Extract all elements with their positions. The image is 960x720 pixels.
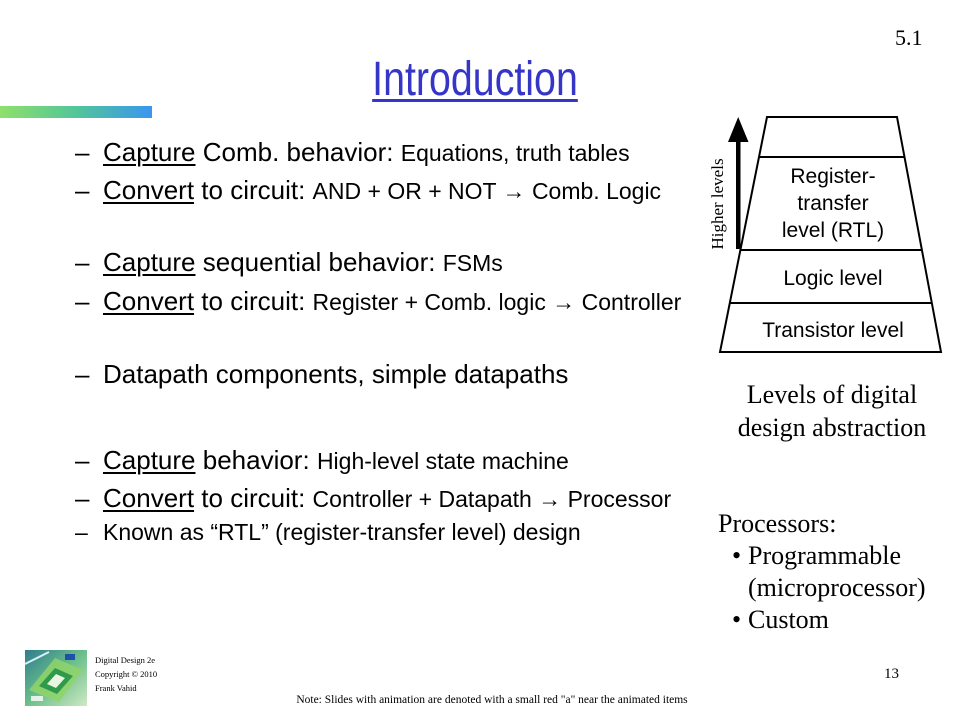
circuit-board-logo-icon bbox=[25, 650, 87, 706]
diagram-caption bbox=[712, 378, 952, 444]
bullet-text: to circuit: bbox=[201, 286, 306, 316]
bullet-item bbox=[75, 286, 715, 317]
bullet-keyword: Capture bbox=[103, 445, 196, 475]
bullet-keyword: Convert bbox=[103, 483, 195, 513]
bullet-keyword: Convert bbox=[103, 286, 195, 316]
bullet-content bbox=[103, 137, 630, 168]
level-label-transistor: Transistor level bbox=[762, 319, 904, 342]
bullet-content bbox=[103, 175, 661, 206]
bullet-keyword: Capture bbox=[103, 247, 196, 277]
bullet-text: to circuit: bbox=[201, 483, 306, 513]
bullet-dash: – bbox=[75, 175, 90, 205]
section-number: 5.1 bbox=[895, 25, 923, 50]
bullet-item bbox=[75, 137, 715, 168]
list-item-line: (microprocessor) bbox=[748, 573, 926, 602]
credit-line: Digital Design 2e bbox=[95, 655, 155, 665]
bullet-keyword: Capture bbox=[103, 137, 196, 167]
level-label-line: transfer bbox=[797, 192, 869, 215]
bullet-item bbox=[75, 175, 715, 206]
bullet-item bbox=[75, 483, 715, 514]
bullet-text: to circuit: bbox=[201, 175, 306, 205]
level-label-logic: Logic level bbox=[783, 267, 883, 290]
bullet-detail: Equations, truth tables bbox=[400, 140, 630, 166]
processors-section bbox=[718, 508, 958, 636]
credit-line: Frank Vahid bbox=[95, 683, 137, 693]
bullet-dash: – bbox=[75, 445, 90, 475]
bullet-item bbox=[75, 359, 715, 390]
bullet-dash: – bbox=[75, 137, 90, 167]
bullet-content bbox=[103, 286, 681, 317]
abstraction-diagram bbox=[700, 110, 955, 360]
level-label-line: Register- bbox=[790, 165, 876, 188]
bullet-dash: – bbox=[75, 247, 90, 277]
up-arrow-shaft bbox=[736, 138, 741, 249]
caption-line: Levels of digital bbox=[746, 380, 918, 409]
bullet-text: behavior: bbox=[202, 445, 310, 475]
bullet-content bbox=[103, 247, 503, 278]
slide-title bbox=[311, 52, 639, 108]
bullet-dot: • bbox=[732, 541, 742, 570]
bullet-content bbox=[103, 359, 568, 389]
bullet-text: Comb. behavior: bbox=[202, 137, 394, 167]
bullet-dash: – bbox=[75, 286, 90, 316]
bullet-dash: – bbox=[75, 483, 90, 513]
bullet-content bbox=[103, 483, 671, 514]
axis-label-higher-levels: Higher levels bbox=[708, 158, 727, 250]
bullet-item bbox=[75, 517, 715, 548]
list-item-line: Custom bbox=[748, 605, 829, 634]
footer-note: Note: Slides with animation are denoted with a small red "a" near the animated items bbox=[296, 694, 688, 706]
bullet-item bbox=[75, 247, 715, 278]
list-item bbox=[718, 604, 958, 636]
list-item-line: Programmable bbox=[748, 541, 902, 570]
list-item bbox=[718, 540, 958, 604]
bullet-dash: – bbox=[75, 519, 88, 545]
bullet-text: Datapath components, simple datapaths bbox=[103, 359, 569, 389]
footer-credit bbox=[95, 653, 157, 695]
title-accent-bar bbox=[0, 106, 152, 118]
level-label-line: level (RTL) bbox=[781, 219, 885, 242]
bullet-detail: Known as “RTL” (register-transfer level) design bbox=[103, 519, 581, 545]
processors-heading: Processors: bbox=[718, 509, 837, 538]
bullet-detail: Register + Comb. logic → Controller bbox=[312, 289, 682, 315]
bullet-item bbox=[75, 445, 715, 476]
slide-title-text: Introduction bbox=[372, 53, 578, 106]
bullet-detail: FSMs bbox=[442, 250, 503, 276]
bullet-detail: High-level state machine bbox=[316, 448, 569, 474]
bullet-keyword: Convert bbox=[103, 175, 195, 205]
up-arrow-head bbox=[728, 117, 749, 142]
credit-line: Copyright © 2010 bbox=[95, 669, 158, 679]
caption-line: design abstraction bbox=[737, 413, 927, 442]
bullet-dash: – bbox=[75, 359, 90, 389]
page-number: 13 bbox=[884, 666, 899, 682]
bullet-content bbox=[103, 445, 569, 476]
bullet-detail: Controller + Datapath → Processor bbox=[312, 486, 672, 512]
bullet-dot: • bbox=[732, 605, 742, 634]
bullet-content bbox=[103, 517, 581, 547]
bullet-text: sequential behavior: bbox=[202, 247, 436, 277]
bullet-detail: AND + OR + NOT → Comb. Logic bbox=[312, 178, 662, 204]
